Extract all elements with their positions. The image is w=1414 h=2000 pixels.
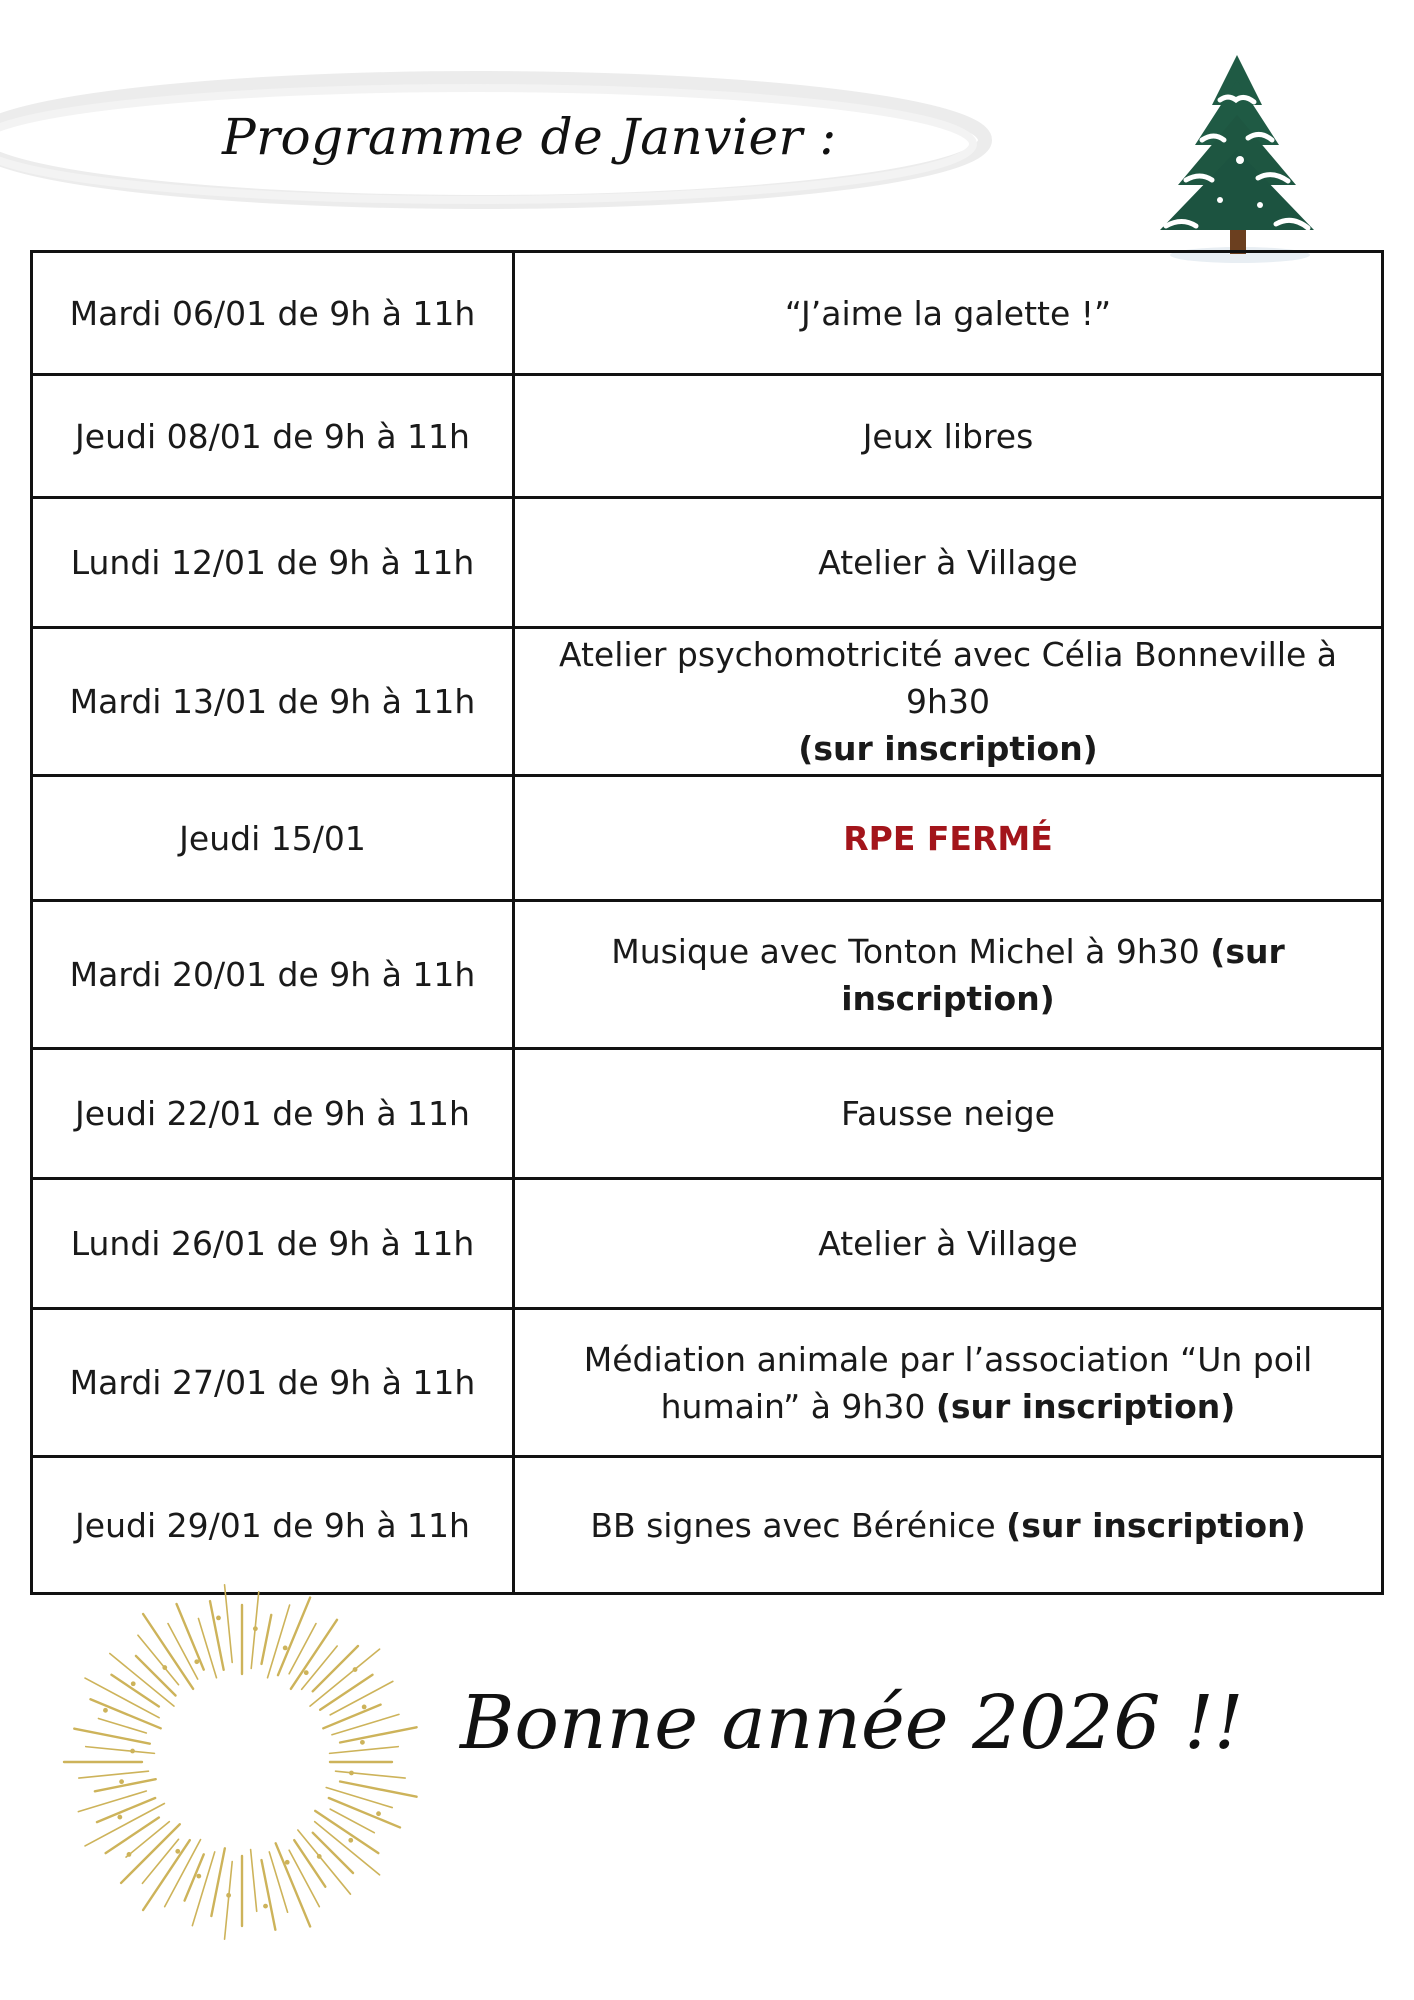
sunburst-ray: [198, 1618, 216, 1677]
table-row: [32, 901, 1383, 1049]
page-title: Programme de Janvier :: [222, 108, 837, 166]
activity-text: Fausse neige: [841, 1094, 1055, 1133]
sunburst-ray: [313, 1833, 353, 1873]
sunburst-dot: [119, 1779, 124, 1784]
activity-cell: [514, 252, 1383, 375]
sunburst-ray: [177, 1604, 204, 1670]
sunburst-ray: [78, 1791, 146, 1812]
registration-note: (sur inscription): [798, 729, 1098, 768]
activity-text: Atelier à Village: [818, 543, 1078, 582]
sunburst-ray: [142, 1839, 178, 1883]
sunburst-ray: [185, 1854, 204, 1900]
table-row: [32, 252, 1383, 375]
sunburst-ray: [262, 1860, 276, 1930]
sunburst-dot: [285, 1860, 290, 1865]
table-row: [32, 1309, 1383, 1457]
activity-text: Jeux libres: [862, 416, 1034, 456]
sunburst-dot: [253, 1626, 258, 1631]
date-cell: Mardi 06/01 de 9h à 11h: [32, 252, 514, 375]
activity-text: BB signes avec Bérénice: [590, 1505, 996, 1545]
sunburst-dot: [349, 1771, 354, 1776]
date-cell: Lundi 26/01 de 9h à 11h: [32, 1179, 514, 1309]
sunburst-ray: [269, 1852, 287, 1912]
sunburst-dot: [117, 1815, 122, 1820]
activity-text: Atelier à Village: [818, 1224, 1078, 1263]
sunburst-ray: [86, 1747, 155, 1754]
sunburst-ray: [336, 1771, 406, 1778]
table-row: [32, 776, 1383, 901]
sunburst-ray: [329, 1798, 400, 1827]
date-cell: Mardi 20/01 de 9h à 11h: [32, 901, 514, 1049]
sunburst-ray: [111, 1675, 158, 1707]
table-row: [32, 498, 1383, 628]
registration-note: (sur inscription): [1006, 1505, 1306, 1545]
date-cell: Mardi 13/01 de 9h à 11h: [32, 628, 514, 776]
activity-cell: [514, 1049, 1383, 1179]
sunburst-dot: [162, 1665, 167, 1670]
sunburst-ray: [330, 1747, 399, 1754]
activity-cell: [514, 498, 1383, 628]
sunburst-ray: [289, 1850, 319, 1906]
firework-sunburst-icon: [52, 1572, 432, 1952]
schedule-table: [30, 250, 1384, 1595]
sunburst-dot: [317, 1854, 322, 1859]
sunburst-ray: [136, 1656, 176, 1696]
date-cell: Jeudi 29/01 de 9h à 11h: [32, 1457, 514, 1594]
sunburst-dot: [103, 1708, 108, 1713]
sunburst-ray: [95, 1779, 156, 1791]
sunburst-ray: [79, 1771, 149, 1778]
sunburst-dot: [226, 1893, 231, 1898]
date-cell: Jeudi 22/01 de 9h à 11h: [32, 1049, 514, 1179]
activity-text: Médiation animale par l’association “Un poil humain” à 9h30: [583, 1339, 1313, 1426]
sunburst-ray: [323, 1705, 380, 1729]
sunburst-dot: [194, 1659, 199, 1664]
sunburst-dot: [130, 1749, 135, 1754]
sunburst-dot: [353, 1667, 358, 1672]
sunburst-dot: [376, 1811, 381, 1816]
sunburst-dot: [263, 1904, 268, 1909]
sunburst-ray: [330, 1809, 374, 1833]
sunburst-dot: [360, 1740, 365, 1745]
sunburst-ray: [225, 1585, 233, 1663]
closed-notice: RPE FERMÉ: [843, 818, 1053, 858]
sunburst-ray: [97, 1798, 155, 1822]
activity-cell: [514, 1309, 1383, 1457]
activity-cell: [514, 1179, 1383, 1309]
sunburst-dot: [131, 1681, 136, 1686]
sunburst-dot: [216, 1616, 221, 1621]
sunburst-dot: [283, 1645, 288, 1650]
sunburst-ray: [294, 1840, 325, 1887]
sunburst-ray: [126, 1822, 169, 1858]
sunburst-ray: [210, 1601, 224, 1670]
sunburst-dot: [127, 1852, 132, 1857]
activity-cell: [514, 1457, 1383, 1594]
date-cell: Lundi 12/01 de 9h à 11h: [32, 498, 514, 628]
sunburst-dot: [348, 1838, 353, 1843]
activity-text: “J’aime la galette !”: [784, 293, 1112, 333]
sunburst-ray: [302, 1646, 338, 1689]
table-row: [32, 628, 1383, 776]
activity-text: Atelier psychomotricité avec Célia Bonneville à 9h30: [559, 635, 1337, 721]
sunburst-ray: [262, 1615, 272, 1664]
activity-cell: [514, 776, 1383, 901]
registration-note: (sur inscription): [935, 1386, 1236, 1426]
christmas-tree-icon: [1140, 50, 1330, 275]
table-row: [32, 1049, 1383, 1179]
new-year-greeting: Bonne année 2026 !!: [460, 1680, 1244, 1766]
sunburst-ray: [168, 1624, 198, 1680]
date-cell: Jeudi 08/01 de 9h à 11h: [32, 375, 514, 498]
date-cell: Jeudi 15/01: [32, 776, 514, 901]
sunburst-dot: [196, 1874, 201, 1879]
registration-note: (sur inscription): [841, 931, 1285, 1018]
table-row: [32, 1179, 1383, 1309]
sunburst-ray: [106, 1818, 159, 1854]
sunburst-dot: [175, 1849, 180, 1854]
activity-cell: [514, 375, 1383, 498]
activity-cell: [514, 901, 1383, 1049]
sunburst-dot: [304, 1670, 309, 1675]
date-cell: Mardi 27/01 de 9h à 11h: [32, 1309, 514, 1457]
table-row: [32, 375, 1383, 498]
sunburst-ray: [251, 1850, 257, 1912]
sunburst-ray: [225, 1862, 233, 1940]
sunburst-dot: [362, 1705, 367, 1710]
sunburst-ray: [289, 1624, 316, 1674]
activity-cell: [514, 628, 1383, 776]
activity-text: Musique avec Tonton Michel à 9h30: [611, 931, 1200, 971]
